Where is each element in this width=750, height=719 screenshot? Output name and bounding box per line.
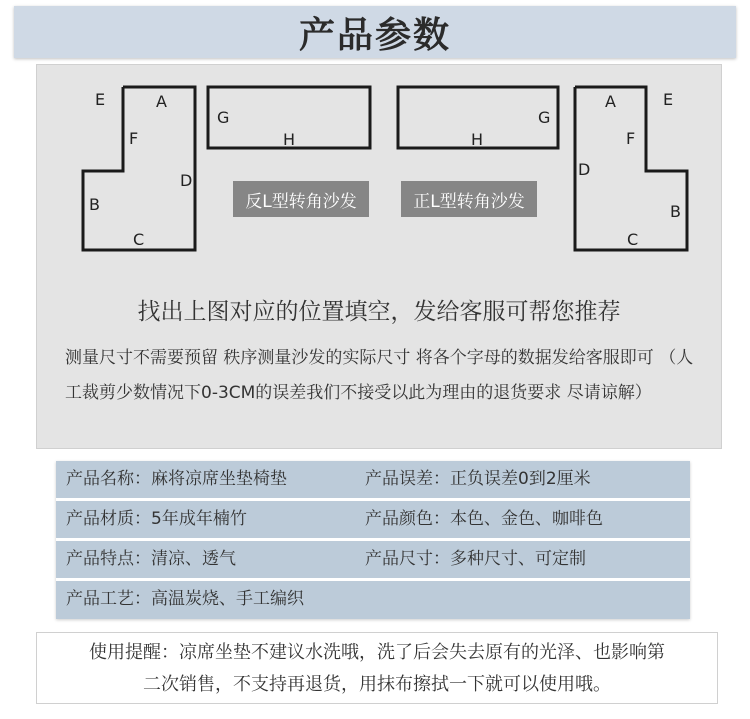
param-row	[56, 541, 690, 581]
left-l-letter-e: E	[95, 90, 106, 109]
header-band	[14, 6, 736, 58]
param-craft: 产品工艺：高温炭烧、手工编织	[66, 589, 304, 609]
left-l-letter-f: F	[129, 129, 139, 148]
left-l-letter-a: A	[156, 92, 167, 111]
left-bar-letter-h: H	[283, 130, 296, 149]
params-table	[56, 461, 690, 619]
diagram-panel	[36, 64, 722, 449]
param-feature: 产品特点：清凉、透气	[66, 549, 236, 569]
reminder-line-2: 二次销售，不支持再退货，用抹布擦拭一下就可以使用哦。	[143, 674, 611, 695]
param-row	[56, 581, 690, 618]
param-material: 产品材质：5年成年楠竹	[66, 509, 247, 529]
right-l-letter-c: C	[627, 230, 639, 249]
measurement-note: 测量尺寸不需要预留 秩序测量沙发的实际尺寸 将各个字母的数据发给客服即可 （人工裁剪少数情况下0-3CM的误差我们不接受以此为理由的退货要求 尽请谅解）	[65, 348, 694, 403]
usage-reminder	[36, 632, 718, 704]
param-size: 产品尺寸：多种尺寸、可定制	[365, 549, 586, 569]
param-row	[56, 461, 690, 501]
right-bar-letter-g: G	[538, 108, 551, 127]
param-row	[56, 501, 690, 541]
right-bar-letter-h: H	[471, 130, 484, 149]
param-color: 产品颜色：本色、金色、咖啡色	[365, 509, 603, 529]
param-tolerance: 产品误差：正负误差0到2厘米	[365, 469, 591, 489]
right-l-letter-e: E	[663, 90, 674, 109]
instruction-text: 找出上图对应的位置填空，发给客服可帮您推荐	[137, 299, 621, 325]
left-l-shape	[83, 87, 195, 250]
sofa-diagram	[37, 65, 721, 285]
left-l-letter-d: D	[180, 171, 193, 190]
page-title: 产品参数	[298, 14, 451, 56]
left-l-letter-b: B	[89, 195, 100, 214]
param-name: 产品名称：麻将凉席坐垫椅垫	[66, 469, 287, 489]
right-l-shape	[575, 87, 687, 250]
left-l-letter-c: C	[133, 230, 145, 249]
reminder-line-1: 使用提醒：凉席坐垫不建议水洗哦，洗了后会失去原有的光泽、也影响第	[89, 642, 665, 663]
right-l-letter-a: A	[605, 92, 616, 111]
left-bar-letter-g: G	[217, 108, 230, 127]
reverse-l-label: 反L型转角沙发	[233, 181, 369, 217]
right-l-letter-f: F	[626, 129, 636, 148]
right-l-letter-b: B	[670, 202, 681, 221]
normal-l-label: 正L型转角沙发	[401, 181, 537, 217]
right-l-letter-d: D	[578, 160, 591, 179]
